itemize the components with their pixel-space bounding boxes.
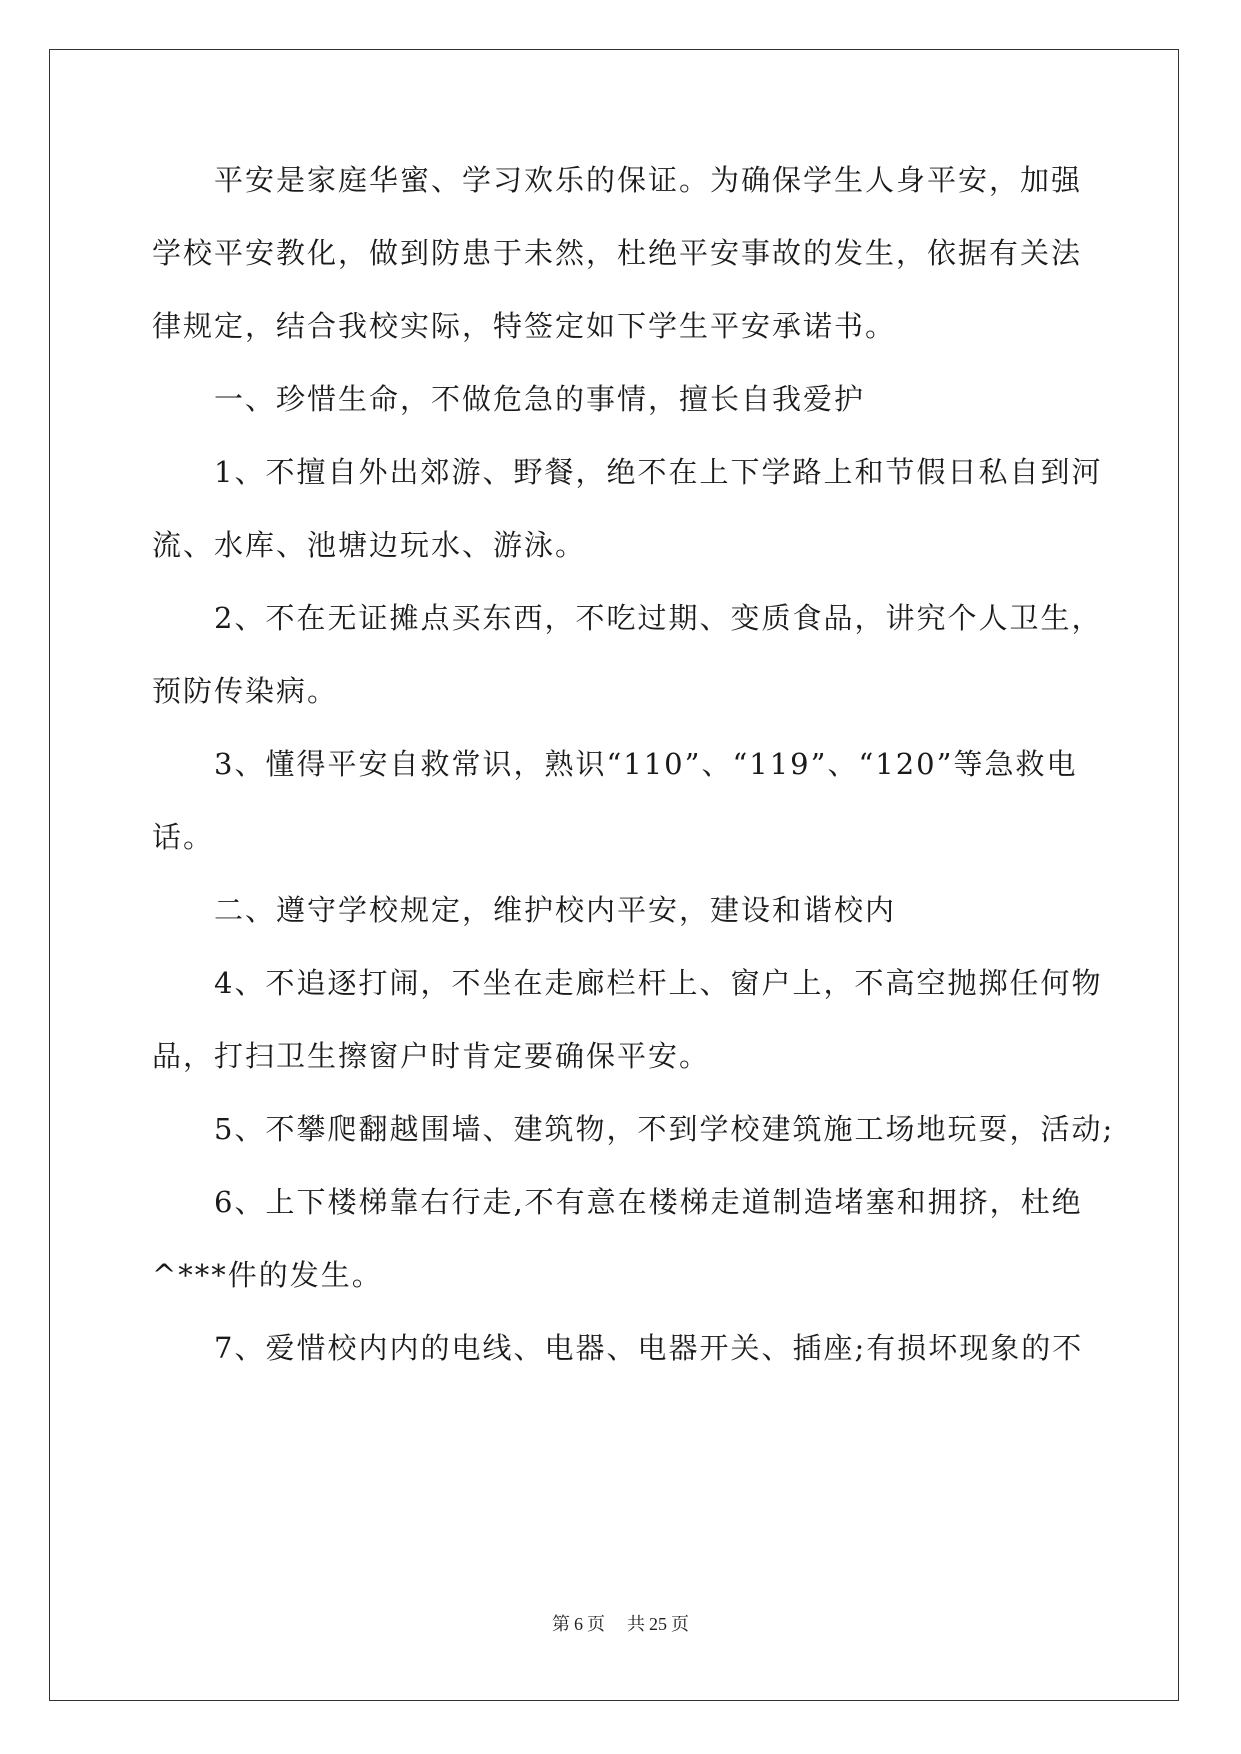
paragraph-line: 品，打扫卫生擦窗户时肯定要确保平安。 xyxy=(152,1039,711,1073)
section-heading: 一、珍惜生命，不做危急的事情，擅长自我爱护 xyxy=(214,382,866,416)
paragraph-line: 平安是家庭华蜜、学习欢乐的保证。为确保学生人身平安，加强 xyxy=(214,163,1083,197)
total-suffix: 页 xyxy=(671,1614,689,1634)
paragraph-line: 4、不追逐打闹，不坐在走廊栏杆上、窗户上，不高空抛掷任何物 xyxy=(214,966,1103,1000)
paragraph-line: 3、懂得平安自救常识，熟识“110”、“119”、“120”等急救电 xyxy=(214,747,1078,781)
section-heading: 二、遵守学校规定，维护校内平安，建设和谐校内 xyxy=(214,893,897,927)
total-prefix: 共 xyxy=(627,1614,645,1634)
paragraph-line: 6、上下楼梯靠右行走,不有意在楼梯走道制造堵塞和拥挤，杜绝 xyxy=(214,1185,1083,1219)
paragraph-line: 律规定，结合我校实际，特签定如下学生平安承诺书。 xyxy=(152,309,897,343)
page-current: 6 xyxy=(574,1614,583,1634)
paragraph-line: 2、不在无证摊点买东西，不吃过期、变质食品，讲究个人卫生， xyxy=(214,601,1103,635)
page-total: 25 xyxy=(649,1614,667,1634)
paragraph-line: 1、不擅自外出郊游、野餐，绝不在上下学路上和节假日私自到河 xyxy=(214,455,1103,489)
page-suffix: 页 xyxy=(587,1614,605,1634)
page-number xyxy=(0,1610,1241,1636)
paragraph-line: 流、水库、池塘边玩水、游泳。 xyxy=(152,528,587,562)
paragraph-line: ^***件的发生。 xyxy=(152,1258,383,1292)
paragraph-line: 5、不攀爬翻越围墙、建筑物，不到学校建筑施工场地玩耍，活动; xyxy=(214,1112,1115,1146)
page-prefix: 第 xyxy=(552,1614,570,1634)
paragraph-line: 学校平安教化，做到防患于未然，杜绝平安事故的发生，依据有关法 xyxy=(152,236,1083,270)
paragraph-line: 话。 xyxy=(152,820,215,854)
page-border xyxy=(49,49,1179,1701)
paragraph-line: 7、爱惜校内内的电线、电器、电器开关、插座;有损坏现象的不 xyxy=(214,1331,1084,1365)
paragraph-line: 预防传染病。 xyxy=(152,674,339,708)
